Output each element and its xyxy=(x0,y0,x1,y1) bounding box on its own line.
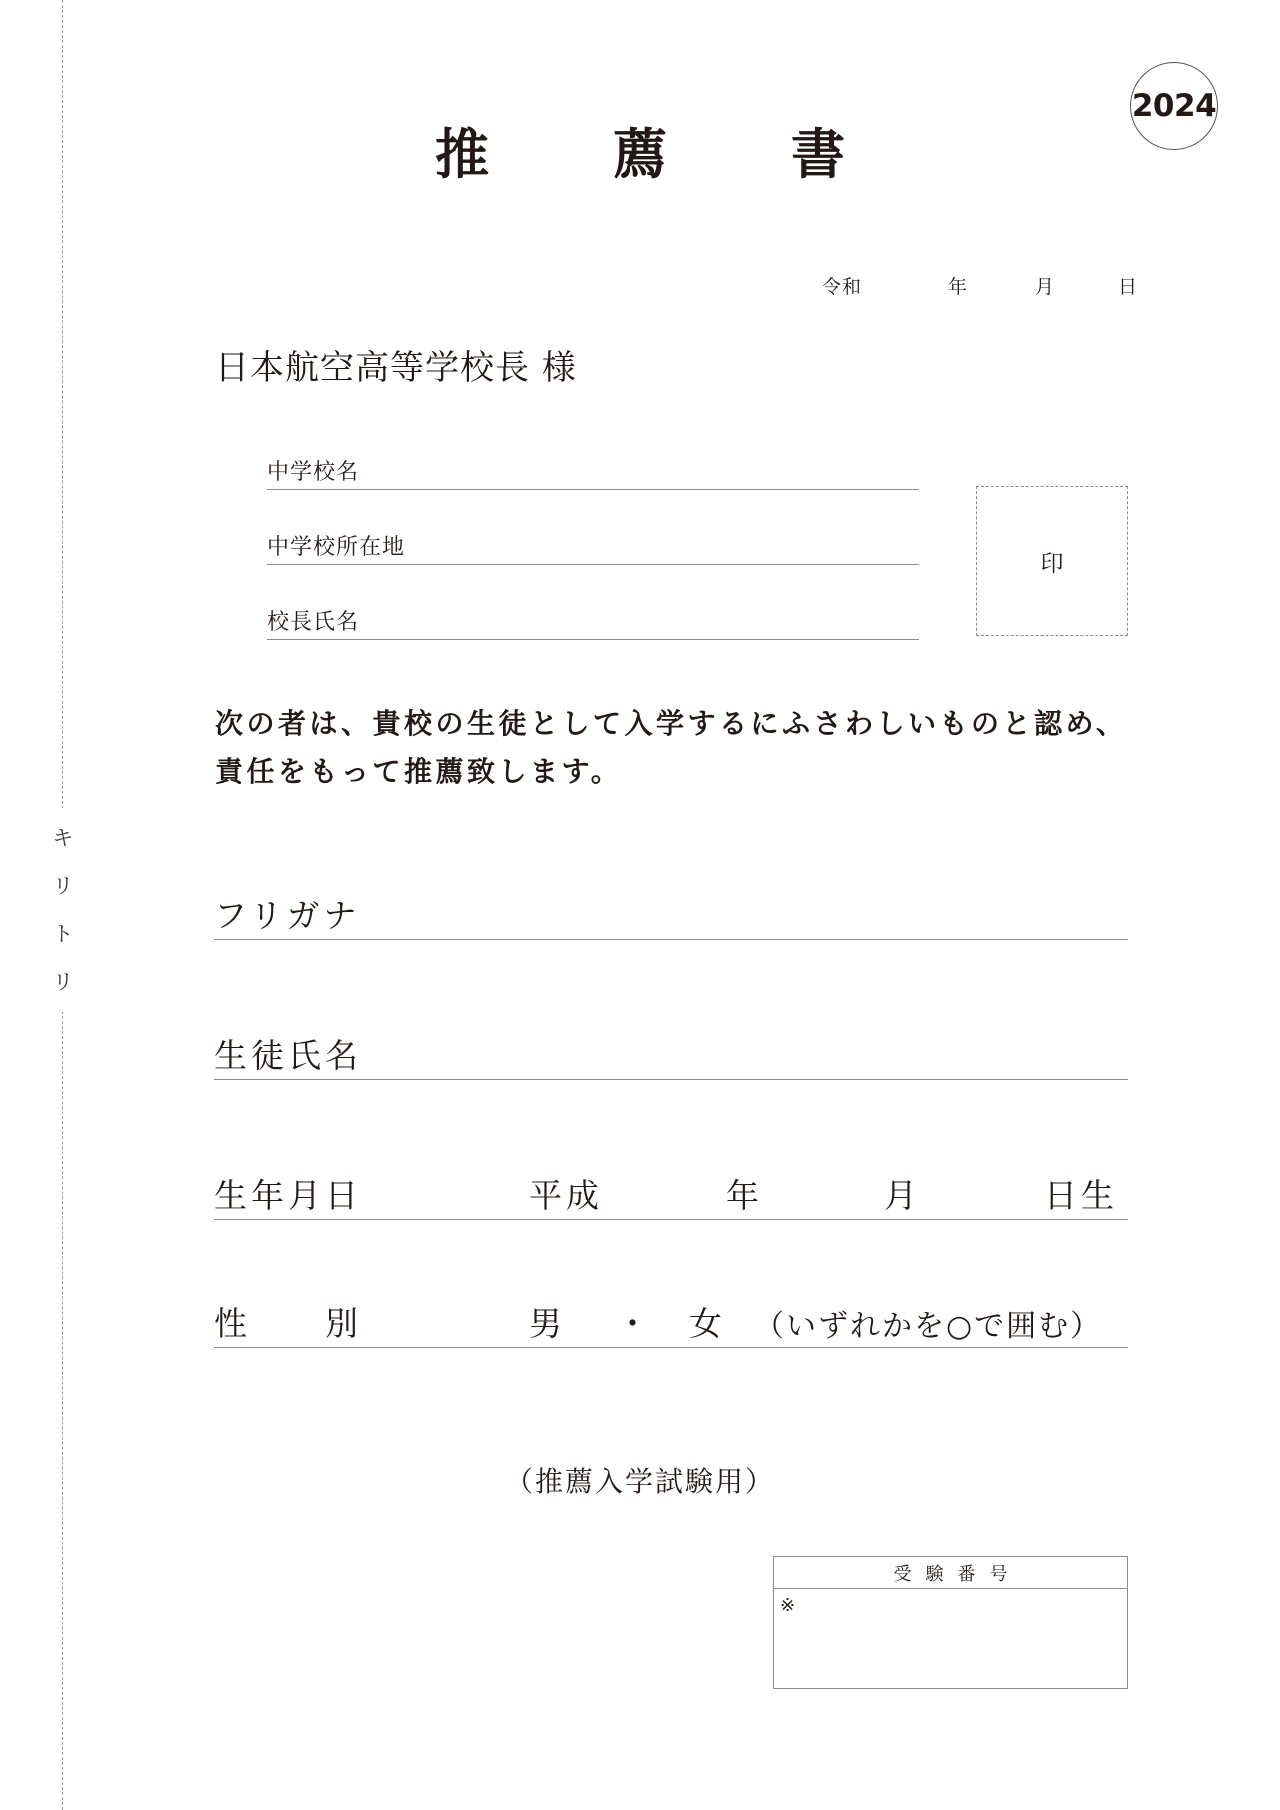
gender-separator: ・ xyxy=(616,1304,653,1343)
title-char: 推 xyxy=(435,122,489,186)
date-month-label: 月 xyxy=(1035,276,1056,298)
birth-date-label: 生年月日 xyxy=(214,1176,362,1215)
gender-male[interactable]: 男 xyxy=(529,1304,566,1343)
year-badge: 2024 xyxy=(1130,62,1218,150)
gender-note: （いずれかを○で囲む） xyxy=(754,1309,1103,1344)
exam-number-mark: ※ xyxy=(780,1595,796,1616)
school-name-field[interactable] xyxy=(267,450,919,490)
cut-label-char: リ xyxy=(52,874,74,898)
school-address-field[interactable] xyxy=(267,525,919,565)
date-day-label: 日 xyxy=(1118,276,1139,298)
cut-label-char: リ xyxy=(52,970,74,994)
statement-line: 責任をもって推薦致します。 xyxy=(215,755,623,788)
exam-number-box xyxy=(773,1556,1128,1689)
cut-label xyxy=(50,808,76,1012)
document-title xyxy=(0,112,1280,189)
date-era: 令和 xyxy=(822,276,863,298)
gender-field[interactable] xyxy=(214,1292,1128,1348)
title-char: 書 xyxy=(791,122,845,186)
birth-year-label: 年 xyxy=(726,1176,763,1215)
statement-line: 次の者は、貴校の生徒として入学するにふさわしいものと認め、 xyxy=(215,707,1128,740)
addressee: 日本航空高等学校長 様 xyxy=(215,348,577,388)
birth-date-field[interactable] xyxy=(214,1164,1128,1220)
furigana-label: フリガナ xyxy=(214,896,361,935)
exam-number-header: 受験番号 xyxy=(774,1557,1127,1589)
exam-type-label: （推薦入学試験用） xyxy=(504,1465,775,1498)
principal-name-field[interactable] xyxy=(267,600,919,640)
seal-box xyxy=(976,486,1128,636)
cut-label-char: キ xyxy=(52,826,74,850)
recommendation-statement xyxy=(215,700,1155,796)
student-name-label: 生徒氏名 xyxy=(214,1036,362,1075)
date-year-label: 年 xyxy=(948,276,969,298)
student-name-field[interactable] xyxy=(214,1024,1128,1080)
principal-name-label: 校長氏名 xyxy=(267,610,360,635)
birth-month-label: 月 xyxy=(884,1176,921,1215)
cut-label-char: ト xyxy=(52,922,74,946)
gender-female[interactable]: 女 xyxy=(689,1304,726,1343)
furigana-field[interactable] xyxy=(214,884,1128,940)
seal-label: 印 xyxy=(1040,550,1064,577)
school-name-label: 中学校名 xyxy=(267,460,360,485)
title-char: 薦 xyxy=(613,122,667,186)
gender-label: 性 別 xyxy=(214,1304,362,1343)
birth-era: 平成 xyxy=(529,1176,603,1215)
school-address-label: 中学校所在地 xyxy=(267,535,406,560)
birth-day-label: 日生 xyxy=(1044,1176,1118,1215)
